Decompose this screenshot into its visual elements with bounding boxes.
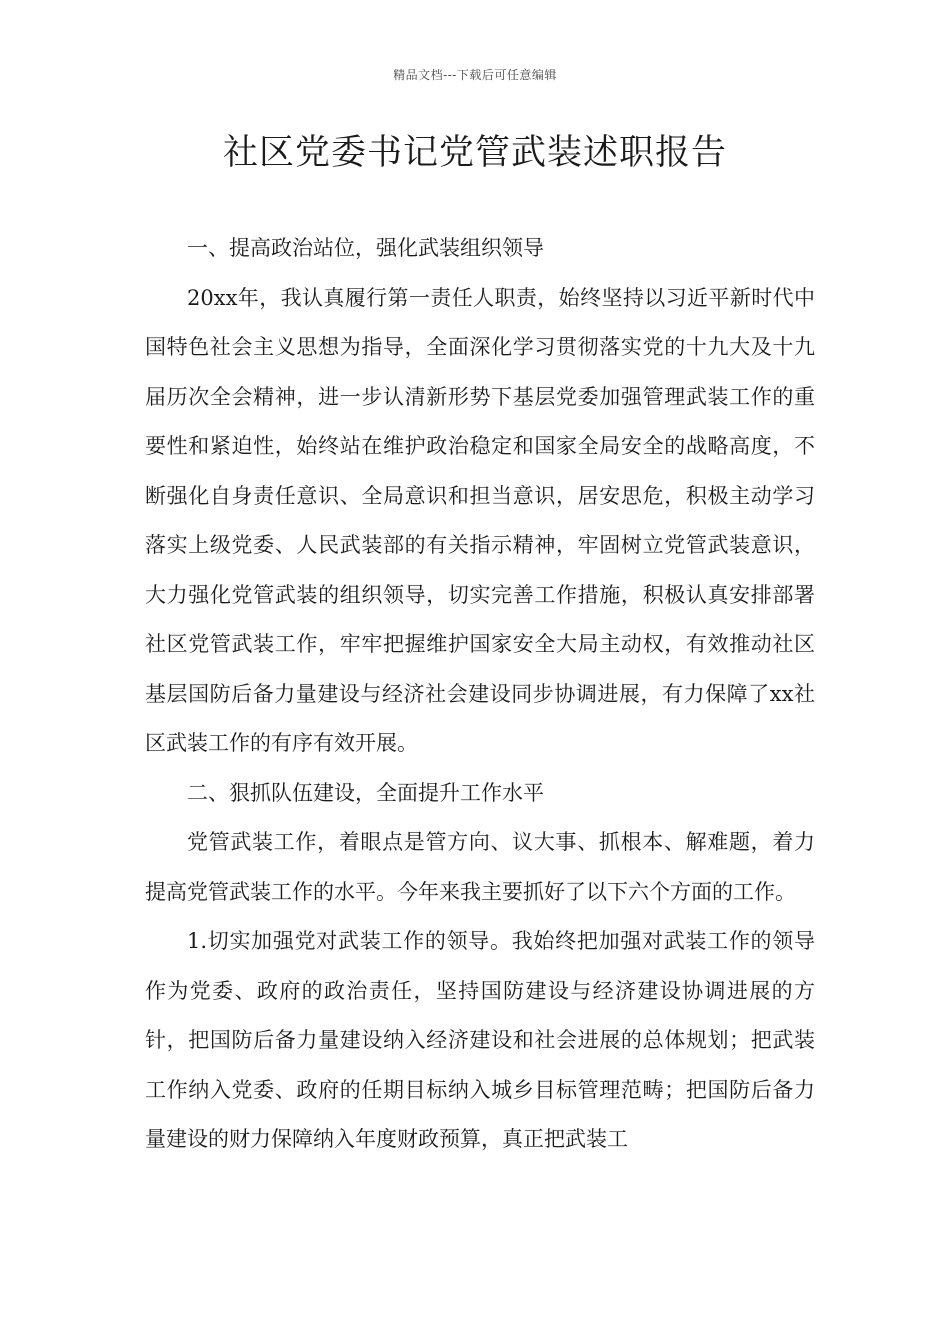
document-body xyxy=(145,224,815,1165)
body-paragraph-2: 党管武装工作，着眼点是管方向、议大事、抓根本、解难题，着力提高党管武装工作的水平。今年来我主要抓好了以下六个方面的工作。 xyxy=(145,830,815,904)
body-paragraph-3: 1.切实加强党对武装工作的领导。我始终把加强对武装工作的领导作为党委、政府的政治责任，坚持国防建设与经济建设协调进展的方针，把国防后备力量建设纳入经济建设和社会进展的总体规划；把武装工作纳入党委、政府的任期目标纳入城乡目标管理范畴；把国防后备力量建设的财力保障纳入年度财政预算，真正把武装工 xyxy=(145,929,815,1151)
document-title: 社区党委书记党管武装述职报告 xyxy=(222,133,727,173)
page-header: 精品文档---下载后可任意编辑 xyxy=(393,68,557,82)
section-heading-2: 二、狠抓队伍建设，全面提升工作水平 xyxy=(187,780,544,805)
section-heading-1: 一、提高政治站位，强化武装组织领导 xyxy=(187,236,544,260)
body-paragraph-1: 20xx年，我认真履行第一责任人职责，始终坚持以习近平新时代中国特色社会主义思想为指导，全面深化学习贯彻落实党的十九大及十九届历次全会精神，进一步认清新形势下基层党委加强管理武装工作的重要性和紧迫性，始终站在维护政治稳定和国家全局安全的战略高度，不断强化自身责任意识、全局意识和担当意识，居安思危，积极主动学习落实上级党委、人民武装部的有关指示精神，牢固树立党管武装意识，大力强化党管武装的组织领导，切实完善工作措施，积极认真安排部署社区党管武装工作，牢牢把握维护国家安全大局主动权，有效推动社区基层国防后备力量建设与经济社会建设同步协调进展，有力保障了xx社区武装工作的有序有效开展。 xyxy=(145,285,815,755)
